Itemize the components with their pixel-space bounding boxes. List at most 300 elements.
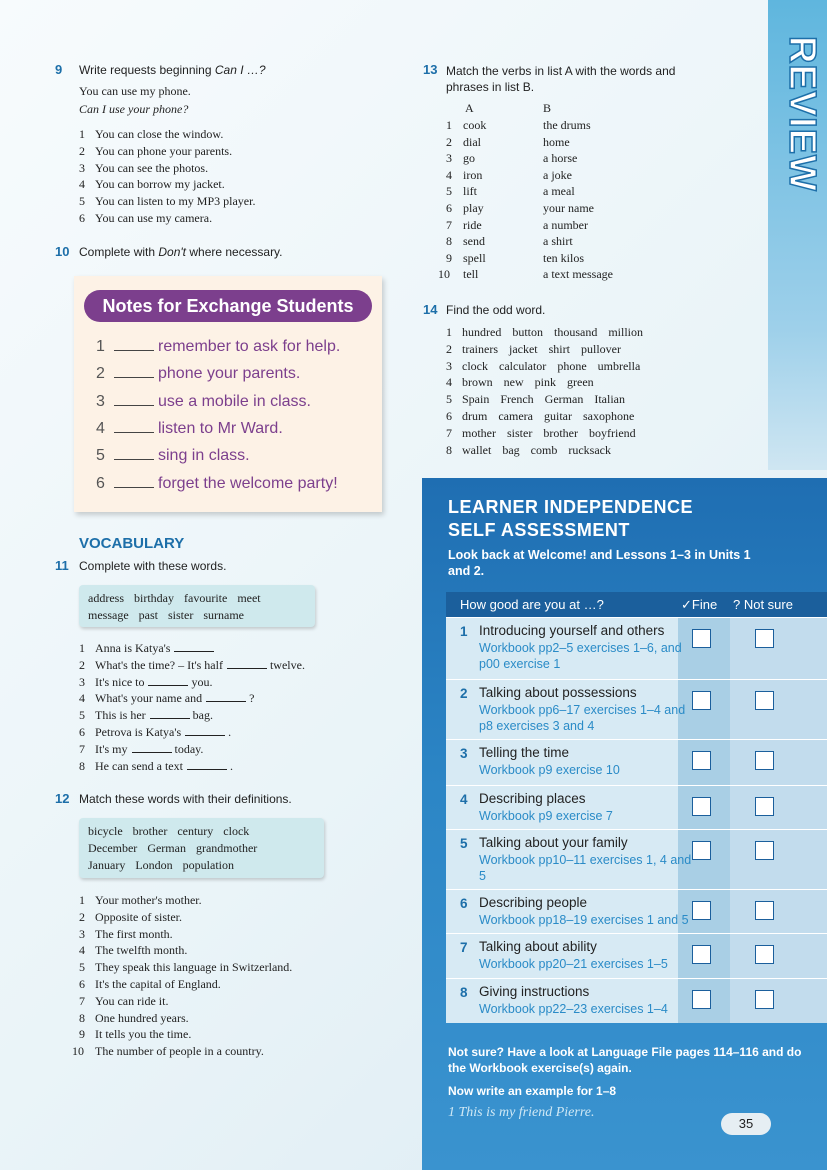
not-sure-column [730,934,827,978]
note-blank [114,339,154,351]
odd-word-option: umbrella [597,358,641,373]
header-fine: ✓Fine [681,597,718,612]
item-text: The twelfth month. [95,943,188,958]
item-number: 2 [79,143,85,158]
skill-text [479,685,694,735]
match-phrase: a meal [543,184,575,199]
match-phrase: ten kilos [543,250,584,265]
ex9-item [79,210,212,227]
item-text-a: Petrova is Katya's [95,725,182,739]
skill-text [479,939,694,972]
ex13-head-b: B [543,101,552,115]
ex9-item [79,126,223,143]
self-assessment-table [446,592,827,1026]
odd-word-option: brother [543,425,578,440]
odd-word-option: shirt [548,341,570,356]
row-number: 6 [446,409,452,423]
item-text: Opposite of sister. [95,909,182,924]
item-text: The number of people in a country. [95,1044,264,1059]
item-text-b: . [228,725,232,739]
odd-word-row [446,408,645,425]
item-text: The first month. [95,926,173,941]
ex9-item [79,160,208,177]
skill-name: Talking about ability [479,939,597,954]
note-blank [114,448,154,460]
note-item [96,475,338,493]
notes-box [74,276,382,512]
ex13-title: Match the verbs in list A with the words and phrases in list B. [446,64,676,94]
not-sure-column [730,680,827,739]
item-number: 2 [79,657,85,672]
item-number: 6 [79,977,85,991]
item-text-b: you. [191,674,213,689]
item-text-b: ? [249,691,255,706]
item-number: 10 [72,1044,84,1059]
skill-name: Describing people [479,895,588,910]
row-number: 8 [460,985,468,1000]
match-number: 2 [446,134,452,149]
skill-text [479,895,694,928]
item-number: 5 [79,708,85,723]
match-phrase: your name [543,201,594,215]
item-number: 3 [79,674,85,689]
ex13-number: 13 [423,62,438,77]
note-number: 4 [96,419,105,437]
word-option: bicycle [88,824,123,838]
odd-word-option: mother [462,425,496,440]
match-number: 3 [446,151,452,166]
odd-word-option: rucksack [568,442,611,457]
workbook-reference: Workbook pp2–5 exercises 1–6, and p00 exercise 1 [479,640,682,671]
not-sure-checkbox[interactable] [755,751,774,770]
odd-word-option: button [512,325,543,339]
answer-blank [132,743,172,753]
ex10-number: 10 [55,244,70,259]
odd-word-row [446,425,647,442]
learner-title-1: LEARNER INDEPENDENCE [448,497,694,517]
answer-blank [206,692,246,702]
odd-word-option: million [608,325,644,339]
assessment-header [446,592,827,617]
ex11-words-row-1 [88,590,306,607]
match-phrase: a horse [543,151,578,166]
item-number: 8 [79,1010,85,1025]
skill-name: Talking about possessions [479,685,637,700]
word-option: December [88,841,138,855]
item-text-a: He can send a text [95,758,183,773]
word-option: grandmother [195,841,258,855]
row-number: 4 [446,375,452,390]
ex12-item [79,1026,191,1043]
ex11-number: 11 [55,558,69,573]
item-text: You can phone your parents. [95,143,233,158]
item-number: 2 [79,909,85,924]
ex9-example-1: You can use my phone. [79,84,191,98]
odd-word-option: Spain [462,392,490,407]
item-text-b: today. [174,741,204,756]
not-sure-column [730,890,827,933]
item-number: 1 [79,893,85,907]
learner-subtitle: Look back at Welcome! and Lessons 1–3 in Units 1 and 2. [448,548,751,578]
row-number: 7 [460,940,468,955]
odd-word-option: drum [462,409,488,423]
odd-word-row [446,391,636,408]
not-sure-column [730,786,827,829]
ex9-item [79,143,232,160]
ex12-item [79,926,173,943]
not-sure-checkbox[interactable] [755,629,774,648]
answer-blank [174,642,214,652]
match-verb: play [463,201,484,215]
match-phrase: a text message [543,267,613,282]
item-text: You can ride it. [95,993,169,1008]
row-number: 3 [446,358,452,373]
note-text: sing in class. [158,447,250,465]
answer-blank [185,726,225,736]
match-verb: go [463,151,475,166]
row-number: 6 [460,896,468,911]
workbook-reference: Workbook pp10–11 exercises 1, 4 and 5 [479,852,692,883]
ex9-title: Write requests beginning Can I …? [79,63,266,77]
note-blank [114,421,154,433]
row-number: 8 [446,442,452,457]
odd-word-option: German [544,392,584,407]
item-text-b: bag. [192,708,213,723]
skill-name: Giving instructions [479,984,590,999]
word-option: sister [168,608,194,622]
ex11-item [79,690,254,707]
ex12-item [79,959,292,976]
item-number: 7 [79,993,85,1008]
odd-word-option: pullover [580,341,621,356]
word-option: past [138,608,158,622]
item-text: It's the capital of England. [95,977,221,991]
not-sure-checkbox[interactable] [755,691,774,710]
header-not-sure: ? Not sure [733,597,793,612]
item-text: They speak this language in Switzerland. [95,960,293,975]
odd-word-option: wallet [462,442,492,457]
odd-word-option: comb [530,442,558,457]
not-sure-column [730,618,827,679]
match-verb: iron [463,167,483,182]
item-text-a: What's the time? – It's half [95,657,223,672]
notes-title: Notes for Exchange Students [84,290,372,322]
item-text-a: It's nice to [95,674,145,689]
row-number: 2 [460,686,468,701]
odd-word-row [446,324,654,341]
skill-name: Describing places [479,791,586,806]
row-number: 1 [446,325,452,339]
ex12-word-box [79,818,324,878]
item-text: You can listen to my MP3 player. [95,194,256,209]
vocabulary-heading: VOCABULARY [79,535,185,552]
item-number: 8 [79,758,85,773]
item-number: 6 [79,725,85,739]
match-phrase: home [543,134,570,149]
word-option: surname [203,608,244,622]
match-verb: lift [463,184,477,199]
match-number: 4 [446,167,452,182]
ex12-item [79,942,187,959]
skill-text [479,835,694,885]
fine-checkbox[interactable] [692,945,711,964]
word-option: message [88,608,129,622]
item-number: 6 [79,211,85,225]
item-text-b: . [229,758,233,773]
item-text-a: What's your name and [95,691,203,706]
not-sure-column [730,979,827,1023]
ex11-item [79,674,212,691]
ex9-example-2: Can I use your phone? [79,102,189,116]
odd-word-option: calculator [499,358,547,373]
word-option: London [135,858,173,872]
match-verb: dial [463,134,481,149]
ex12-number: 12 [55,791,70,806]
learner-example: 1 This is my friend Pierre. [448,1105,595,1120]
item-number: 1 [79,641,85,655]
item-text: You can use my camera. [95,211,213,225]
ex12-item [79,909,182,926]
word-option: century [177,824,214,838]
ex10-title: Complete with Don't where necessary. [79,245,283,259]
odd-word-option: jacket [508,341,538,356]
ex11-item [79,741,203,758]
note-number: 2 [96,365,105,383]
not-sure-checkbox[interactable] [755,841,774,860]
ex9-item [79,193,255,210]
note-blank [114,394,154,406]
ex11-item [79,640,217,657]
item-number: 7 [79,741,85,756]
match-number: 5 [446,184,452,199]
answer-blank [148,676,188,686]
odd-word-option: new [503,375,524,390]
note-number: 1 [96,338,105,355]
word-option: birthday [134,591,174,605]
item-number: 9 [79,1027,85,1042]
skill-text [479,984,694,1017]
ex11-word-box [79,585,315,627]
header-question: How good are you at …? [460,597,604,612]
note-item [96,420,283,438]
match-phrase: a joke [543,167,572,182]
note-number: 3 [96,392,105,410]
answer-blank [227,659,267,669]
not-sure-checkbox[interactable] [755,797,774,816]
odd-word-row [446,341,632,358]
fine-checkbox[interactable] [692,901,711,920]
skill-name: Introducing yourself and others [479,623,665,638]
fine-checkbox[interactable] [692,691,711,710]
note-text: remember to ask for help. [158,338,341,355]
odd-word-option: bag [502,442,520,457]
ex12-item [79,976,221,993]
learner-title-2: SELF ASSESSMENT [448,520,630,540]
match-phrase: a shirt [543,234,573,249]
match-number: 10 [438,267,450,282]
note-item [96,447,250,465]
match-number: 7 [446,217,452,232]
odd-word-option: Italian [594,392,625,407]
not-sure-checkbox[interactable] [755,901,774,920]
skill-text [479,623,694,673]
odd-word-option: French [500,392,534,407]
not-sure-column [730,830,827,889]
item-text-a: It's my [95,741,128,756]
odd-word-row [446,358,651,375]
ex12-item [79,892,202,909]
skill-name: Talking about your family [479,835,628,850]
fine-checkbox[interactable] [692,990,711,1009]
ex11-item [79,707,213,724]
odd-word-row [446,374,605,391]
row-number: 7 [446,425,452,440]
assessment-row [446,617,827,679]
fine-checkbox[interactable] [692,751,711,770]
match-phrase: a number [543,217,588,232]
row-number: 4 [460,792,468,807]
ex12-item [79,1010,189,1027]
odd-word-option: sister [507,425,533,440]
ex11-item [79,758,233,775]
item-number: 3 [79,160,85,175]
match-number: 9 [446,250,452,265]
ex11-title: Complete with these words. [79,559,227,573]
ex9-number: 9 [55,62,63,77]
workbook-reference: Workbook p9 exercise 10 [479,762,620,777]
ex11-item [79,724,231,741]
odd-word-option: green [567,375,594,390]
odd-word-option: brown [462,375,493,390]
not-sure-column [730,740,827,785]
ex12-item [72,1043,264,1060]
match-number: 8 [446,234,452,249]
match-phrase: the drums [543,118,591,132]
ex14-number: 14 [423,302,438,317]
note-text: forget the welcome party! [158,474,338,492]
assessment-row [446,785,827,829]
word-option: January [88,858,126,872]
fine-checkbox[interactable] [692,629,711,648]
assessment-row [446,739,827,785]
row-number: 5 [446,392,452,407]
odd-word-option: saxophone [582,409,635,423]
word-option: German [147,841,186,855]
row-number: 1 [460,624,468,639]
workbook-reference: Workbook pp18–19 exercises 1 and 5 [479,912,689,927]
word-option: clock [223,824,250,838]
item-number: 5 [79,194,85,209]
note-text: phone your parents. [158,365,301,383]
item-number: 4 [79,691,85,706]
row-number: 3 [460,746,468,761]
item-text-a: This is her [95,708,146,723]
skill-text [479,745,694,778]
word-option: meet [237,591,261,605]
item-text: One hundred years. [95,1010,189,1025]
item-text: You can borrow my jacket. [95,177,225,192]
note-text: use a mobile in class. [158,392,311,410]
item-text: It tells you the time. [95,1027,192,1042]
answer-blank [187,760,227,770]
row-number: 2 [446,341,452,356]
item-text: Your mother's mother. [95,893,202,907]
answer-blank [150,709,190,719]
learner-footer-2: Now write an example for 1–8 [448,1084,617,1098]
workbook-reference: Workbook pp20–21 exercises 1–5 [479,956,668,971]
item-number: 4 [79,943,85,958]
odd-word-option: clock [462,358,488,373]
item-number: 5 [79,960,85,975]
note-text: listen to Mr Ward. [158,419,283,437]
learner-footer-1: Not sure? Have a look at Language File pages 114–116 and do the Workbook exercise(s) again. [448,1045,802,1075]
match-number: 1 [446,118,452,132]
match-verb: send [463,234,485,249]
row-number: 5 [460,836,468,851]
assessment-row [446,889,827,933]
assessment-row [446,679,827,739]
ex12-title: Match these words with their definitions. [79,792,292,806]
odd-word-option: phone [557,358,587,373]
ex12-words-row-2 [88,840,315,857]
item-text-a: Anna is Katya's [95,641,171,655]
ex9-item [79,176,225,193]
page-number: 35 [721,1113,771,1135]
review-label: REVIEW [781,36,823,192]
note-item [96,338,340,356]
fine-checkbox[interactable] [692,841,711,860]
not-sure-checkbox[interactable] [755,945,774,964]
note-item [96,365,300,383]
odd-word-option: pink [534,375,557,390]
workbook-reference: Workbook pp22–23 exercises 1–4 [479,1001,668,1016]
ex13-head-a: A [465,101,474,115]
odd-word-option: thousand [554,325,598,339]
match-verb: cook [463,118,487,132]
ex12-words-row-1 [88,823,315,840]
skill-text [479,791,694,824]
assessment-row [446,933,827,978]
assessment-row [446,829,827,889]
odd-word-option: hundred [462,325,502,339]
word-option: brother [132,824,168,838]
not-sure-checkbox[interactable] [755,990,774,1009]
note-number: 6 [96,474,105,492]
item-number: 1 [79,127,85,141]
match-number: 6 [446,201,452,215]
fine-checkbox[interactable] [692,797,711,816]
ex14-title: Find the odd word. [446,303,546,317]
ex12-words-row-3 [88,857,315,874]
workbook-reference: Workbook pp6–17 exercises 1–4 and p8 exercises 3 and 4 [479,702,686,733]
match-verb: spell [463,250,486,265]
assessment-row [446,978,827,1023]
item-number: 3 [79,926,85,941]
word-option: address [88,591,124,605]
odd-word-option: camera [498,409,533,423]
odd-word-option: trainers [462,341,498,356]
word-option: favourite [184,591,228,605]
odd-word-row [446,442,622,459]
word-option: population [182,858,234,872]
match-verb: ride [463,217,482,232]
workbook-reference: Workbook p9 exercise 7 [479,808,613,823]
note-blank [114,476,154,488]
odd-word-option: boyfriend [589,425,636,440]
item-number: 4 [79,177,85,192]
item-text: You can see the photos. [95,160,209,175]
item-text-b: twelve. [269,657,305,672]
